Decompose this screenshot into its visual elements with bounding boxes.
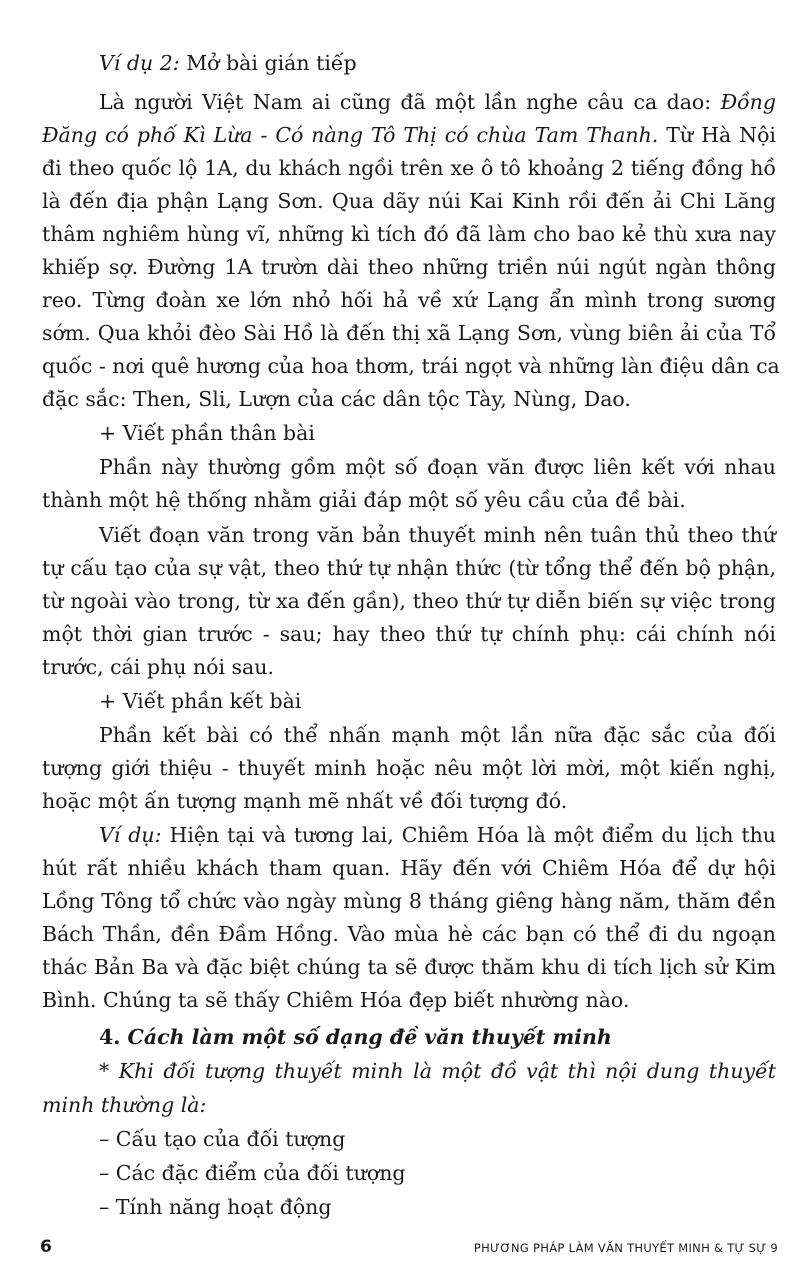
book-title-footer: PHƯƠNG PHÁP LÀM VĂN THUYẾT MINH & TỰ SỰ 9	[473, 1241, 778, 1255]
example2-line: đặc sắc: Then, Sli, Lượn của các dân tộc Tày, Nùng, Dao.	[42, 387, 631, 411]
example-line: Bách Thần, đền Đầm Hồng. Vào mùa hè các bạn có thể đi du ngoạn	[42, 922, 776, 946]
body-para1-line: thành một hệ thống nhằm giải đáp một số yêu cầu của đề bài.	[42, 488, 686, 512]
body-para2-line: tự cấu tạo của sự vật, theo thứ tự nhận thức (từ tổng thể đến bộ phận,	[42, 556, 776, 580]
example-label: Ví dụ:	[99, 823, 162, 847]
conclusion-section-heading: + Viết phần kết bài	[99, 689, 302, 713]
section4-note-line: * Khi đối tượng thuyết minh là một đồ vật thì nội dung thuyết	[99, 1059, 776, 1083]
example2-line: đi theo quốc lộ 1A, du khách ngồi trên xe ô tô khoảng 2 tiếng đồng hồ	[42, 156, 776, 180]
body-para2-line: một thời gian trước - sau; hay theo thứ tự chính phụ: cái chính nói	[42, 622, 776, 646]
example2-line: Là người Việt Nam ai cũng đã một lần nghe câu ca dao: Đồng	[99, 90, 776, 114]
section4-number: 4.	[99, 1025, 121, 1049]
example-line: thác Bản Ba và đặc biệt chúng ta sẽ được thăm khu di tích lịch sử Kim	[42, 955, 776, 979]
example2-line: sớm. Qua khỏi đèo Sài Hồ là đến thị xã Lạng Sơn, vùng biên ải của Tổ	[42, 321, 776, 345]
list-item: – Tính năng hoạt động	[99, 1195, 332, 1219]
example2-heading	[99, 49, 776, 77]
section4-heading	[99, 1023, 776, 1051]
example2-title: Mở bài gián tiếp	[179, 51, 357, 75]
conclusion-line: tượng giới thiệu - thuyết minh hoặc nêu một lời mời, một kiến nghị,	[42, 756, 776, 780]
section4-note-line: minh thường là:	[42, 1093, 207, 1117]
body-para1-line: Phần này thường gồm một số đoạn văn được liên kết với nhau	[99, 455, 776, 479]
example2-line: thâm nghiêm hùng vĩ, những kì tích đó đã làm cho bao kẻ thù xưa nay	[42, 222, 776, 246]
conclusion-line: Phần kết bài có thể nhấn mạnh một lần nữa đặc sắc của đối	[99, 723, 776, 747]
example2-line: là đến địa phận Lạng Sơn. Qua dãy núi Kai Kinh rồi đến ải Chi Lăng	[42, 189, 776, 213]
list-item: – Cấu tạo của đối tượng	[99, 1127, 346, 1151]
example2-line: khiếp sợ. Đường 1A trườn dài theo những triền núi ngút ngàn thông	[42, 255, 776, 279]
example-line: hút rất nhiều khách tham quan. Hãy đến với Chiêm Hóa để dự hội	[42, 856, 776, 880]
example-line: Ví dụ: Hiện tại và tương lai, Chiêm Hóa là một điểm du lịch thu	[99, 823, 776, 847]
body-para2-line: trước, cái phụ nói sau.	[42, 655, 274, 679]
example2-label: Ví dụ 2:	[99, 51, 180, 75]
body-section-heading: + Viết phần thân bài	[99, 421, 315, 445]
example2-line: reo. Từng đoàn xe lớn nhỏ hối hả về xứ Lạng ẩn mình trong sương	[42, 288, 776, 312]
body-para2-line: Viết đoạn văn trong văn bản thuyết minh nên tuân thủ theo thứ	[99, 523, 776, 547]
example-line: Lồng Tông tổ chức vào ngày mùng 8 tháng giêng hàng năm, thăm đền	[42, 889, 776, 913]
section4-title: Cách làm một số dạng đề văn thuyết minh	[120, 1025, 612, 1049]
body-para2-line: từ ngoài vào trong, từ xa đến gần), theo thứ tự diễn biến sự việc trong	[42, 589, 776, 613]
example-line: Bình. Chúng ta sẽ thấy Chiêm Hóa đẹp biết nhường nào.	[42, 988, 630, 1012]
example2-line: Đăng có phố Kì Lừa - Có nàng Tô Thị có chùa Tam Thanh. Từ Hà Nội	[42, 123, 776, 147]
conclusion-line: hoặc một ấn tượng mạnh mẽ nhất về đối tượng đó.	[42, 789, 568, 813]
list-item: – Các đặc điểm của đối tượng	[99, 1161, 406, 1185]
page-number: 6	[40, 1237, 52, 1257]
example2-line: quốc - nơi quê hương của hoa thơm, trái ngọt và những làn điệu dân ca	[42, 354, 780, 378]
